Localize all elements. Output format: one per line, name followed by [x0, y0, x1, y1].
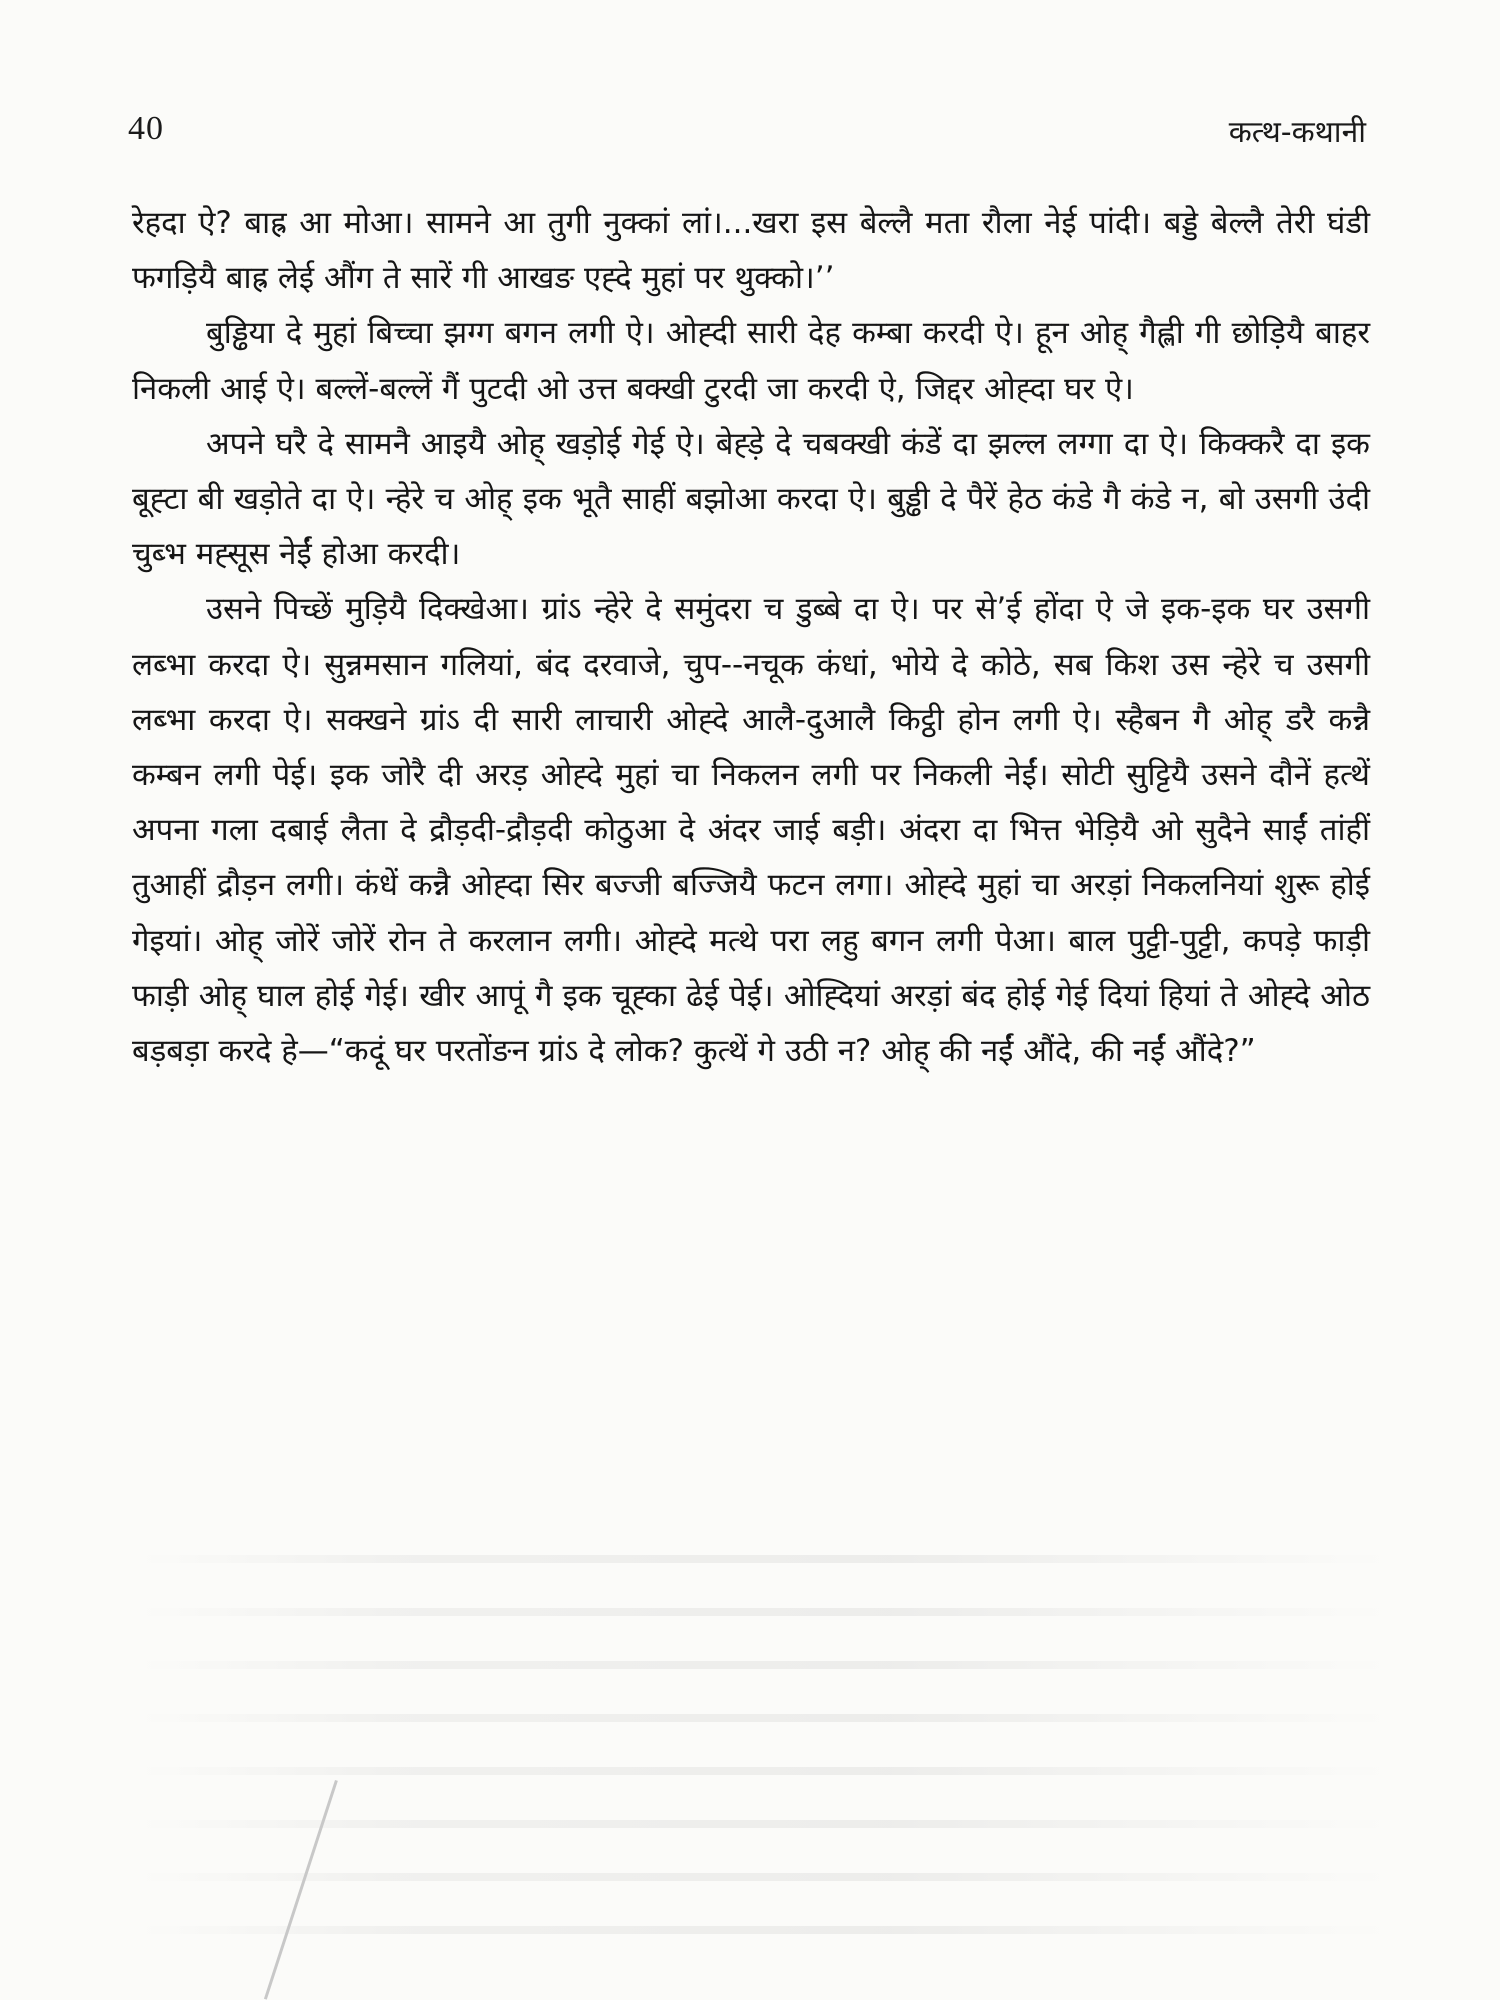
paragraph-4: उसने पिच्छें मुड़ियै दिक्खेआ। ग्रांऽ न्हेरे दे समुंदरा च डुब्बे दा ऐ। पर से’ई होंदा ऐ जे इक-इक घर उसगी लब्भा करदा ऐ। सुन्नमसान गलियां, बंद दरवाजे, चुप--नचूक कंधां, भोये दे कोठे, सब किश उस न्हेरे च उसगी लब्भा करदा ऐ। सक्खने ग्रांऽ दी सारी लाचारी ओह्दे आलै-दुआलै किट्ठी होन लगी ऐ। स्हैबन गै ओह् डरै कन्नै कम्बन लगी पेई। इक जोरै दी अरड़ ओह्दे मुहां चा निकलन लगी पर निकली नेईं। सोटी सुट्टियै उसने दौनें हत्थें अपना गला दबाई लैता दे द्रौड़दी-द्रौड़दी कोठुआ दे अंदर जाई बड़ी। अंदरा दा भित्त भेड़ियै ओ सुदैने साईं तांहीं तुआहीं द्रौड़न लगी। कंधें कन्नै ओह्दा सिर बज्जी बज्जियै फटन लगा। ओह्दे मुहां चा अरड़ां निकलनियां शुरू होई गेइयां। ओह् जोरें जोरें रोन ते करलान लगी। ओह्दे मत्थे परा लहु बगन लगी पेआ। बाल पुट्टी-पुट्टी, कपड़े फाड़ी फाड़ी ओह् घाल होई गेई। खीर आपूं गै इक चूह्का ढेई पेई। ओह्दियां अरड़ां बंद होई गेई दियां हियां ते ओह्दे ओठ बड़बड़ा करदे हे—“कदूं घर परतोंङन ग्रांऽ दे लोक? कुत्थें गे उठी न? ओह् की नईं औंदे, की नईं औंदे?”	[132, 591, 1370, 1070]
page-header	[128, 110, 1366, 160]
show-through-line	[140, 1555, 1390, 1563]
show-through-line	[140, 1767, 1390, 1775]
paragraph-3: अपने घरै दे सामनै आइयै ओह् खड़ोई गेई ऐ। बेह्ड़े दे चबक्खी कंडें दा झल्ल लग्गा दा ऐ। किक्करै दा इक बूह्टा बी खड़ोते दा ऐ। न्हेरे च ओह् इक भूतै साहीं बझोआ करदा ऐ। बुड्ढी दे पैरें हेठ कंडे गै कंडे न, बो उसगी उंदी चुब्भ मह्सूस नेईं होआ करदी।	[132, 425, 1370, 573]
running-head: कत्थ-कथानी	[1228, 115, 1366, 150]
show-through-area	[140, 1510, 1390, 1950]
page-number: 40	[128, 110, 164, 147]
show-through-line	[140, 1873, 1390, 1881]
show-through-line	[140, 1926, 1390, 1934]
show-through-line	[140, 1714, 1390, 1722]
show-through-line	[140, 1820, 1390, 1828]
show-through-line	[140, 1661, 1390, 1669]
body-text	[132, 196, 1370, 1079]
paragraph-2: बुड्ढिया दे मुहां बिच्चा झग्ग बगन लगी ऐ। ओह्दी सारी देह कम्बा करदी ऐ। हून ओह् गैह्ली गी छोड़ियै बाहर निकली आई ऐ। बल्लें-बल्लें गैं पुटदी ओ उत्त बक्खी टुरदी जा करदी ऐ, जिद्दर ओह्दा घर ऐ।	[132, 315, 1370, 407]
show-through-line	[140, 1608, 1390, 1616]
paragraph-1: रेहदा ऐ? बाह्र आ मोआ। सामने आ तुगी नुक्कां लां।...खरा इस बेल्लै मता रौला नेई पांदी। बड्डे बेल्लै तेरी घंडी फगड़ियै बाह्र लेई औंग ते सारें गी आखङ एह्दे मुहां पर थुक्को।’’	[132, 205, 1370, 297]
